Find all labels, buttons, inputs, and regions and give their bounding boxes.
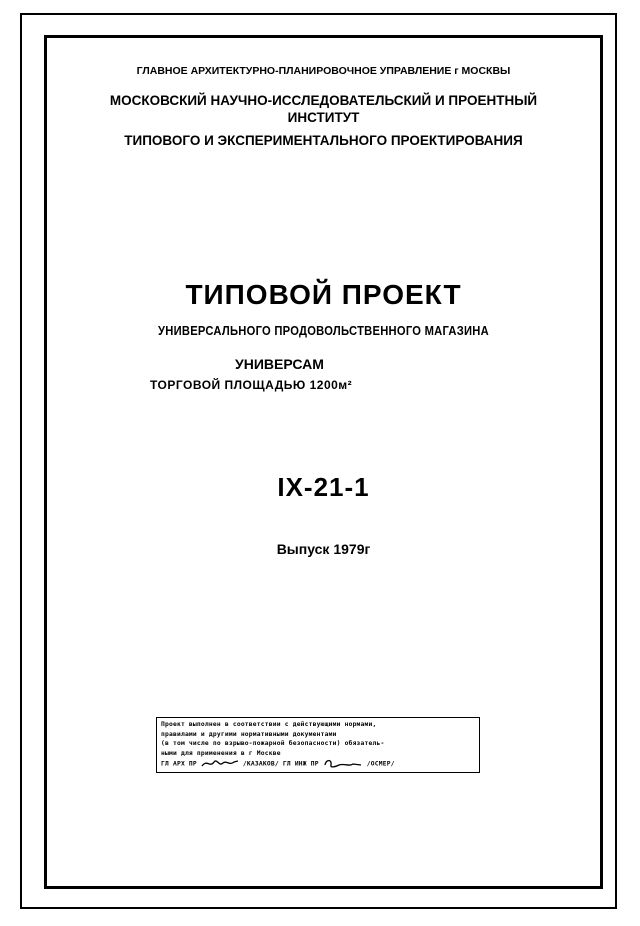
stamp-line-3: (в том числе по взрыво-пожарной безопасности) обязатель-: [161, 740, 385, 747]
chief-engineer-signature: [323, 758, 363, 769]
organization-line-4: ТИПОВОГО И ЭКСПЕРИМЕНТАЛЬНОГО ПРОЕКТИРОВАНИЯ: [124, 133, 523, 148]
chief-architect-name: /КАЗАКОВ/: [242, 760, 279, 768]
project-subtitle: УНИВЕРСАЛЬНОГО ПРОДОВОЛЬСТВЕННОГО МАГАЗИНА: [158, 323, 489, 338]
chief-engineer-name: /ОСМЕР/: [366, 760, 395, 768]
organization-line-3: ИНСТИТУТ: [287, 110, 360, 125]
project-area: ТОРГОВОЙ ПЛОЩАДЬЮ 1200м²: [150, 378, 353, 392]
chief-engineer-label: ГЛ ИНЖ ПР: [282, 760, 319, 768]
organization-line-2: МОСКОВСКИЙ НАУЧНО-ИССЛЕДОВАТЕЛЬСКИЙ И ПРОЕНТНЫЙ: [109, 93, 538, 108]
stamp-signatures: [161, 758, 475, 769]
approval-stamp: [156, 717, 480, 773]
chief-architect-signature: [201, 758, 239, 769]
project-name: УНИВЕРСАМ: [235, 356, 324, 372]
project-code: IX-21-1: [277, 472, 370, 502]
organization-line-1: ГЛАВНОЕ АРХИТЕКТУРНО-ПЛАНИРОВОЧНОЕ УПРАВЛЕНИЕ г МОСКВЫ: [136, 65, 511, 77]
stamp-line-1: Проект выполнен в соответствии с действующими нормами,: [161, 721, 377, 728]
stamp-line-2: правилами и другими нормативными документами: [161, 730, 337, 738]
issue-year: Выпуск 1979г: [276, 541, 371, 557]
chief-architect-label: ГЛ АРХ ПР: [161, 760, 197, 768]
stamp-line-4: ными для применения в г Москве: [161, 749, 281, 757]
project-title: ТИПОВОЙ ПРОЕКТ: [185, 279, 462, 310]
